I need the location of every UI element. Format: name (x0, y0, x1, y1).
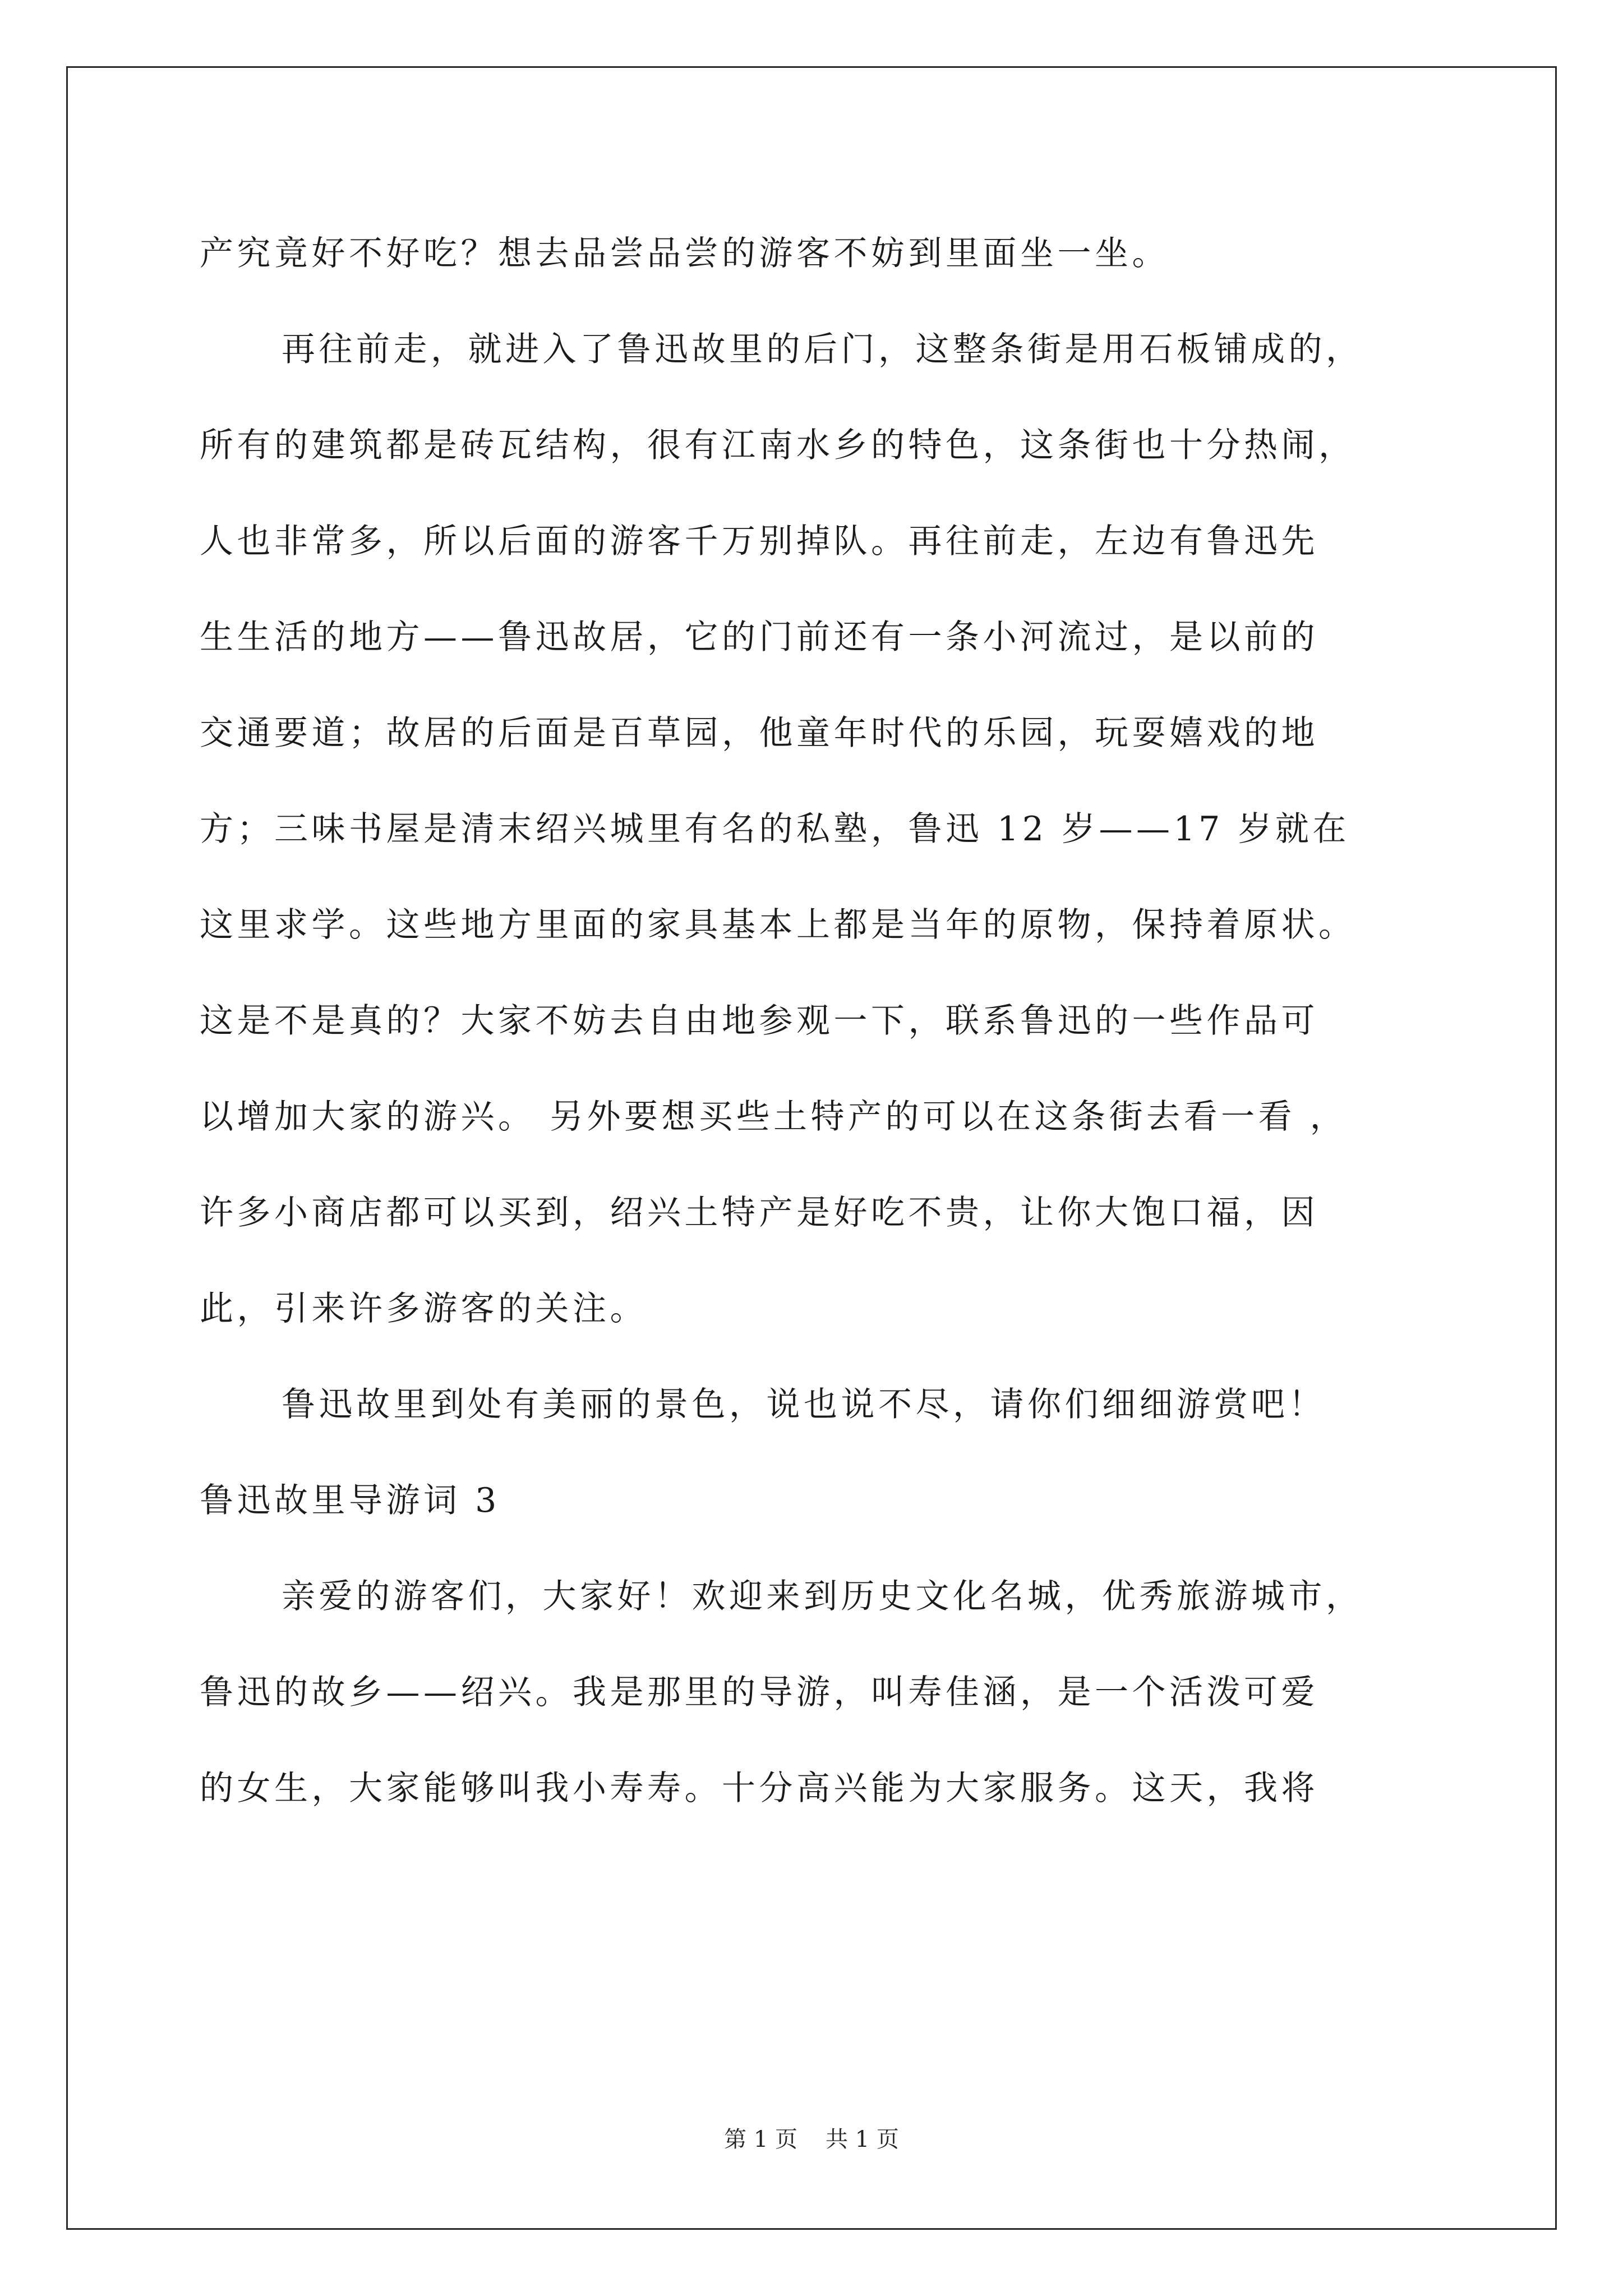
page-footer (0, 2126, 1623, 2153)
text-line: 再往前走，就进入了鲁迅故里的后门，这整条街是用石板铺成的， (282, 330, 1363, 369)
text-line: 以增加大家的游兴。 另外要想买些土特产的可以在这条街去看一看 ， (200, 1097, 1348, 1137)
text-line: 鲁迅故里导游词 3 (200, 1481, 500, 1520)
page-number-total: 共 1 页 (826, 2127, 899, 2152)
text-line: 鲁迅的故乡——绍兴。我是那里的导游，叫寿佳涵，是一个活泼可爱 (200, 1673, 1318, 1712)
text-line: 生生活的地方——鲁迅故居，它的门前还有一条小河流过，是以前的 (200, 618, 1318, 657)
text-line: 交通要道；故居的后面是百草园，他童年时代的乐园，玩耍嬉戏的地 (200, 714, 1318, 753)
text-line: 鲁迅故里到处有美丽的景色，说也说不尽，请你们细细游赏吧！ (282, 1385, 1326, 1424)
text-line: 方；三味书屋是清末绍兴城里有名的私塾，鲁迅 12 岁——17 岁就在 (200, 809, 1350, 849)
text-line: 的女生，大家能够叫我小寿寿。十分高兴能为大家服务。这天，我将 (200, 1769, 1318, 1808)
document-body (200, 206, 1431, 1837)
text-line: 亲爱的游客们，大家好！欢迎来到历史文化名城，优秀旅游城市， (282, 1577, 1363, 1616)
text-line: 此，引来许多游客的关注。 (200, 1289, 647, 1328)
text-line: 产究竟好不好吃？想去品尝品尝的游客不妨到里面坐一坐。 (200, 234, 1169, 273)
text-line: 这里求学。这些地方里面的家具基本上都是当年的原物，保持着原状。 (200, 905, 1356, 945)
text-line: 所有的建筑都是砖瓦结构，很有江南水乡的特色，这条街也十分热闹， (200, 426, 1356, 465)
text-line: 人也非常多，所以后面的游客千万别掉队。再往前走，左边有鲁迅先 (200, 522, 1318, 561)
text-line: 许多小商店都可以买到，绍兴土特产是好吃不贵，让你大饱口福，因 (200, 1193, 1318, 1232)
page-number-current: 第 1 页 (724, 2127, 797, 2152)
text-line: 这是不是真的？大家不妨去自由地参观一下，联系鲁迅的一些作品可 (200, 1001, 1318, 1041)
